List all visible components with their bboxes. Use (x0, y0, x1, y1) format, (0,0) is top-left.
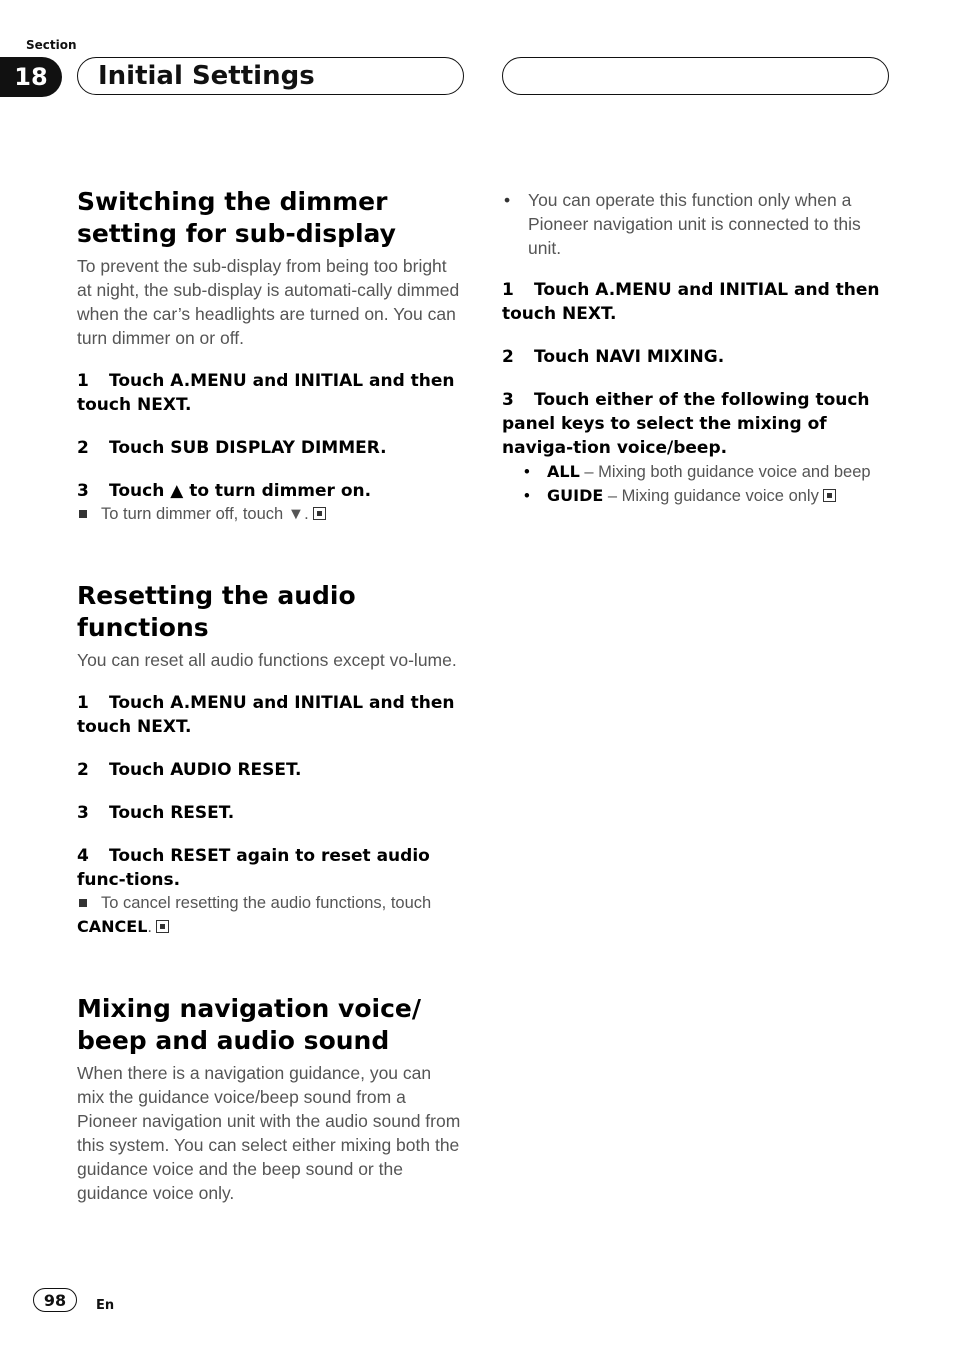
dimmer-step: 3 Touch ▲ to turn dimmer on. (77, 481, 372, 501)
audio-reset-heading: Resetting the audio functions (77, 581, 356, 642)
language-label: En (96, 1298, 115, 1313)
section-number-badge: 18 (0, 57, 62, 97)
section-label: Section (26, 38, 77, 52)
mixing-step: 1 Touch A.MENU and INITIAL and then touch NEXT. (502, 280, 880, 324)
mixing-heading: Mixing navigation voice/ beep and audio sound (77, 994, 421, 1055)
dimmer-step: 2 Touch SUB DISPLAY DIMMER. (77, 438, 387, 458)
mixing-option: • ALL – Mixing both guidance voice and beep (502, 460, 887, 484)
end-mark-icon (313, 507, 326, 520)
end-mark-icon (823, 489, 836, 502)
mixing-option: • GUIDE – Mixing guidance voice only (502, 484, 887, 508)
dimmer-heading: Switching the dimmer setting for sub-display (77, 187, 396, 248)
dimmer-note: To turn dimmer off, touch ▼. (77, 503, 462, 526)
audio-reset-step: 4 Touch RESET again to reset audio func-tions. (77, 846, 430, 890)
audio-reset-step: 3 Touch RESET. (77, 803, 235, 823)
right-column (502, 186, 887, 508)
dimmer-intro: To prevent the sub-display from being too bright at night, the sub-display is automati-cally dimmed when the car’s headlights are turned on. You can turn dimmer on or off. (77, 256, 460, 348)
mixing-step: 3 Touch either of the following touch panel keys to select the mixing of naviga-tion voice/beep. (502, 390, 870, 458)
page-number: 98 (33, 1288, 77, 1312)
header-right-frame (502, 57, 889, 95)
mixing-step: 2 Touch NAVI MIXING. (502, 347, 725, 367)
audio-reset-note: To cancel resetting the audio functions, touch CANCEL. (77, 894, 432, 936)
audio-reset-step: 2 Touch AUDIO RESET. (77, 760, 302, 780)
page-title: Initial Settings (98, 61, 315, 91)
end-mark-icon (156, 920, 169, 933)
mixing-intro: When there is a navigation guidance, you can mix the guidance voice/beep sound from a Pioneer navigation unit with the audio sound from this system. You can select either mixing both the guidance voice and the beep sound or the guidance voice only. (77, 1063, 461, 1203)
note-square-icon (79, 510, 87, 518)
audio-reset-step: 1 Touch A.MENU and INITIAL and then touch NEXT. (77, 693, 455, 737)
mixing-bullet: • You can operate this function only when a Pioneer navigation unit is connected to this unit. (502, 188, 887, 260)
left-column (77, 186, 462, 1205)
audio-reset-intro: You can reset all audio functions except vo-lume. (77, 650, 457, 670)
dimmer-step: 1 Touch A.MENU and INITIAL and then touch NEXT. (77, 371, 455, 415)
note-square-icon (79, 899, 87, 907)
